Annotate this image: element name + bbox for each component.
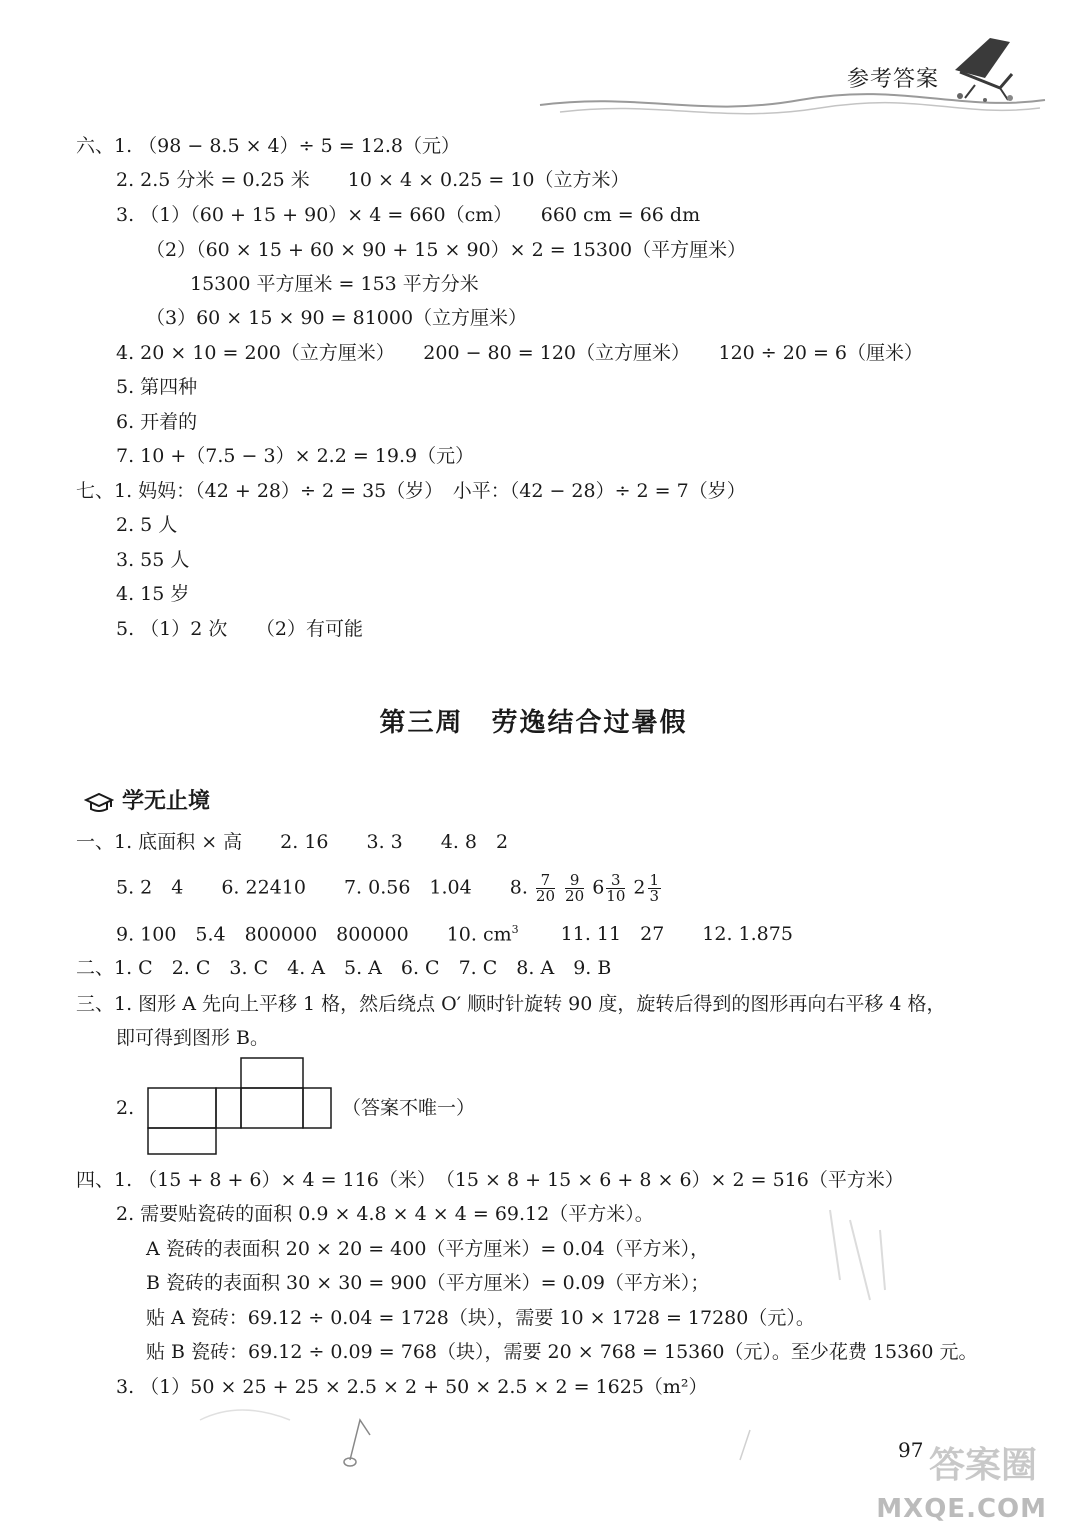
answer-3-1b: 即可得到图形 B。	[116, 1027, 270, 1049]
answer-7-3: 3. 55 人	[116, 549, 190, 571]
mixed-whole-2: 2	[633, 876, 646, 899]
week-heading: 第三周 劳逸结合过暑假	[379, 708, 688, 738]
header-title: 参考答案	[846, 67, 939, 92]
answer-6-7: 7. 10 +（7.5 − 3）× 2.2 = 19.9（元）	[116, 445, 475, 467]
background-sketch-decoration	[180, 1190, 900, 1490]
watermark-url: MXQE.COM	[876, 1494, 1047, 1524]
answer-4-2e: 贴 B 瓷砖：69.12 ÷ 0.09 = 768（块），需要 20 × 768 = 15360（元）。至少花费 15360 元。	[146, 1341, 978, 1363]
net-top-face	[241, 1058, 303, 1088]
answer-3-2-label: 2.	[116, 1097, 135, 1119]
answer-6-3b: （2）（60 × 15 + 60 × 90 + 15 × 90）× 2 = 15300（平方厘米）	[146, 239, 747, 261]
cuboid-net-diagram	[146, 1056, 336, 1156]
answer-3-1a: 三、1. 图形 A 先向上平移 1 格，然后绕点 O′ 顺时针旋转 90 度，旋转后得到的图形再向右平移 4 格，	[76, 993, 946, 1015]
fraction-3-10: $\frac{3}{10}$	[606, 871, 626, 905]
net-bottom-face	[148, 1128, 216, 1154]
answer-3-2-note: （答案不唯一）	[342, 1097, 476, 1119]
answer-7-4: 4. 15 岁	[116, 583, 190, 605]
answer-6-4: 4. 20 × 10 = 200（立方厘米） 200 − 80 = 120（立方厘米） 120 ÷ 20 = 6（厘米）	[116, 342, 924, 364]
answer-6-6: 6. 开着的	[116, 411, 198, 433]
answer-6-1: 六、1. （98 − 8.5 × 4）÷ 5 = 12.8（元）	[76, 135, 460, 157]
answer-1-2-text: 5. 2 4 6. 22410 7. 0.56 1.04 8.	[116, 876, 528, 899]
answer-1-1: 一、1. 底面积 × 高 2. 16 3. 3 4. 8 2	[76, 831, 509, 853]
answer-4-2b: A 瓷砖的表面积 20 × 20 = 400（平方厘米）= 0.04（平方米），	[146, 1238, 710, 1260]
answer-1-2	[116, 873, 663, 904]
section-heading	[84, 784, 210, 815]
beach-chair-icon	[955, 38, 1012, 100]
fraction-7-20: $\frac{7}{20}$	[535, 871, 555, 905]
answer-4-2d: 贴 A 瓷砖：69.12 ÷ 0.04 = 1728（块），需要 10 × 1728 = 17280（元）。	[146, 1307, 815, 1329]
net-side-face-2	[303, 1088, 331, 1128]
answer-7-5: 5. （1）2 次 （2）有可能	[116, 618, 363, 640]
watermark-logo: 答案圈	[928, 1445, 1037, 1486]
fraction-1-3: $\frac{1}{3}$	[649, 871, 660, 905]
section-title: 学无止境	[122, 789, 211, 814]
answer-4-1: 四、1. （15 + 8 + 6）× 4 = 116（米） （15 × 8 + 15 × 6 + 8 × 6）× 2 = 516（平方米）	[76, 1169, 904, 1191]
answer-6-5: 5. 第四种	[116, 376, 198, 398]
page-number: 97	[898, 1438, 924, 1462]
music-note-icon	[350, 1420, 370, 1460]
answer-6-2: 2. 2.5 分米 = 0.25 米 10 × 4 × 0.25 = 10（立方米）	[116, 169, 630, 191]
answer-4-2a: 2. 需要贴瓷砖的面积 0.9 × 4.8 × 4 × 4 = 69.12（平方米）。	[116, 1203, 654, 1225]
answer-1-3-rest: 11. 11 27 12. 1.875	[560, 923, 793, 946]
answer-6-3c: 15300 平方厘米 = 153 平方分米	[190, 273, 479, 295]
answer-1-3-text: 9. 100 5.4 800000 800000 10. cm	[116, 923, 512, 946]
answer-4-2c: B 瓷砖的表面积 30 × 30 = 900（平方厘米）= 0.09（平方米）；	[146, 1272, 710, 1294]
answer-6-3a: 3. （1）（60 + 15 + 90）× 4 = 660（cm） 660 cm = 66 dm	[116, 204, 701, 226]
answer-6-3d: （3）60 × 15 × 90 = 81000（立方厘米）	[146, 307, 528, 329]
net-side-face-1	[216, 1088, 241, 1128]
answer-4-3: 3. （1）50 × 25 + 25 × 2.5 × 2 + 50 × 2.5 × 2 = 1625（m²）	[116, 1376, 708, 1398]
answer-2: 二、1. C 2. C 3. C 4. A 5. A 6. C 7. C 8. A 9. B	[76, 957, 612, 979]
cm-superscript: 3	[511, 923, 519, 936]
net-front-face	[241, 1088, 303, 1128]
answer-7-2: 2. 5 人	[116, 514, 178, 536]
graduation-cap-icon	[84, 791, 114, 813]
answer-7-1: 七、1. 妈妈：（42 + 28）÷ 2 = 35（岁） 小平：（42 − 28）÷ 2 = 7（岁）	[76, 480, 746, 502]
mixed-whole-6: 6	[592, 876, 605, 899]
fraction-9-20: $\frac{9}{20}$	[565, 871, 585, 905]
answer-1-3	[116, 918, 793, 946]
net-left-face	[148, 1088, 216, 1128]
